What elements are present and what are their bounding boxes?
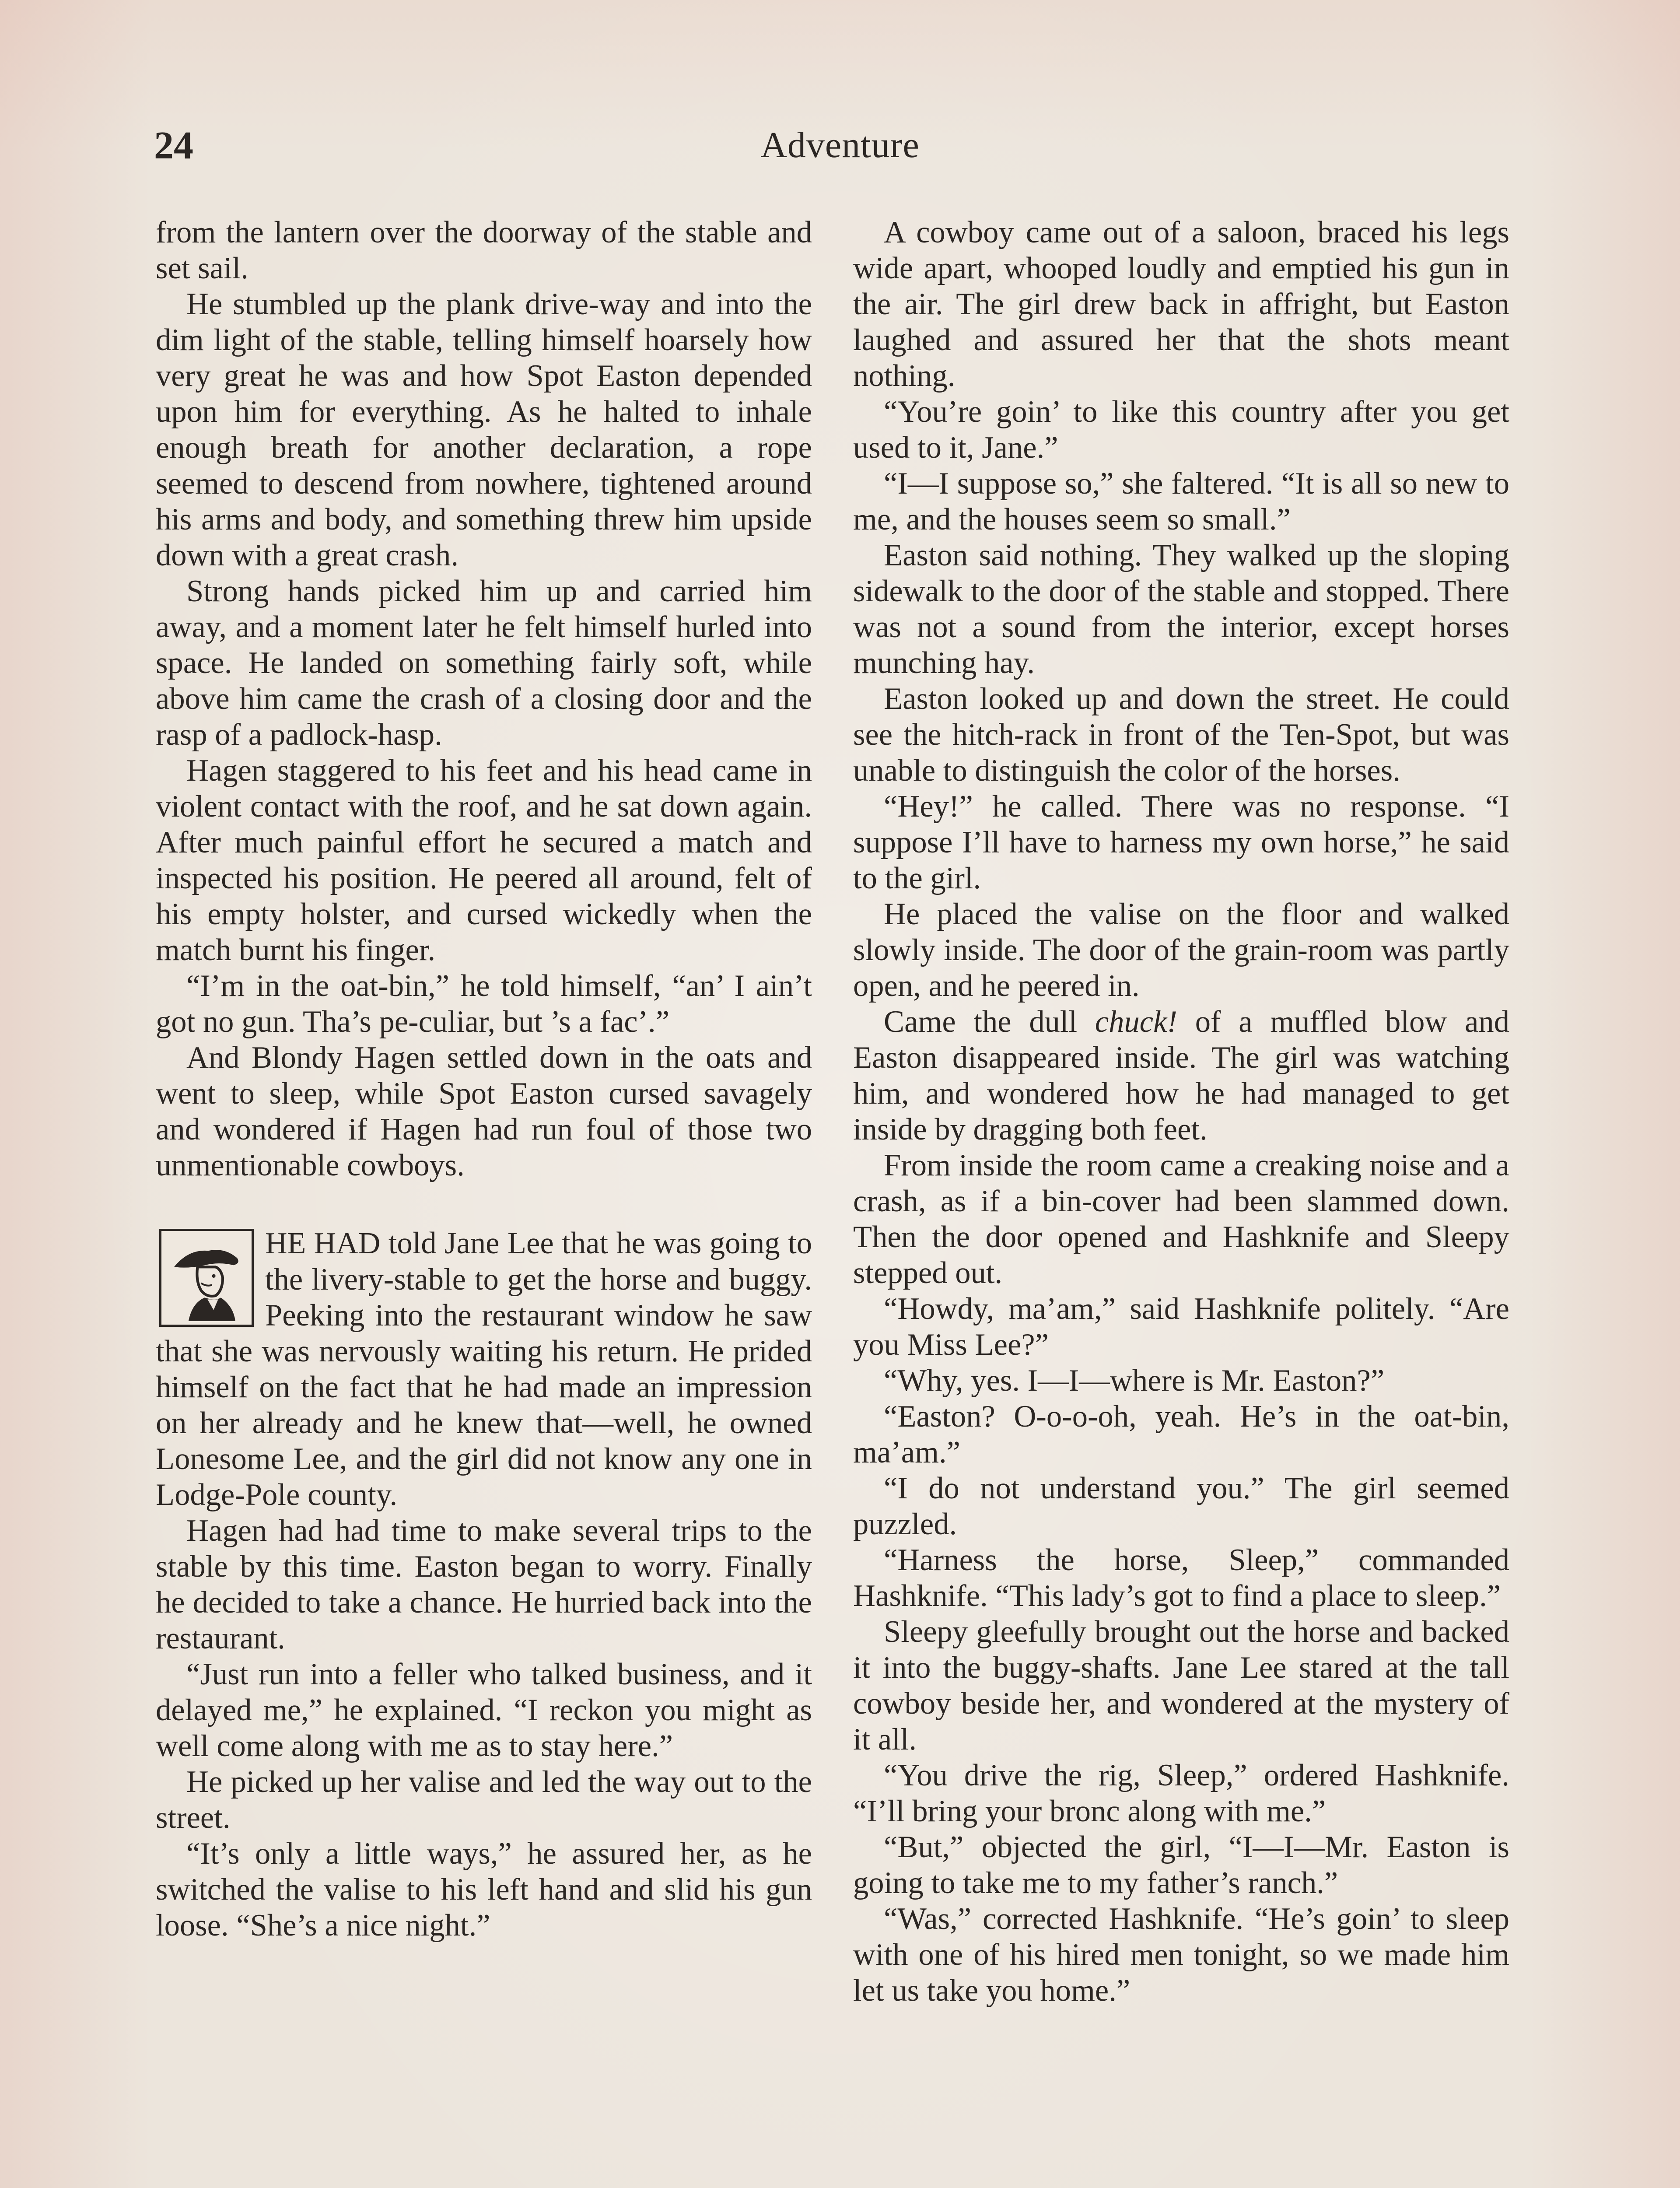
- paragraph: And Blondy Hagen settled down in the oats and went to sleep, while Spot Easton cursed savagely and wondered if Hagen had run foul of those two unmentionable cowboys.: [156, 1041, 812, 1182]
- paragraph: Strong hands picked him up and carried him away, and a moment later he felt himself hurled into space. He landed on something fairly soft, while above him came the crash of a closing door and the rasp of a padlock-hasp.: [156, 574, 812, 752]
- paragraph: He stumbled up the plank drive-way and into the dim light of the stable, telling himself hoarsely how very great he was and how Spot Easton depended upon him for everything. As he halted to inhale enough breath for another declaration, a rope seemed to descend from nowhere, tightened around his arms and body, and something threw him upside down with a great crash.: [156, 287, 812, 572]
- cowboy-portrait-icon: [159, 1229, 254, 1327]
- paragraph: He placed the valise on the floor and walked slowly inside. The door of the grain-room was partly open, and he peered in.: [853, 897, 1509, 1003]
- paragraph: [853, 1004, 1509, 1147]
- paragraph: “Easton? O-o-o-oh, yeah. He’s in the oat-bin, ma’am.”: [853, 1399, 1509, 1469]
- dropcap-body: told Jane Lee that he was going to the livery-stable to get the horse and buggy. Peeking into the restaurant window he saw that she was nervously waiting his return. He prided himself on the fact that he had made an impression on her already and he knew that—well, he owned Lonesome Lee, and the girl did not know any one in Lodge-Pole county.: [156, 1226, 812, 1512]
- chuck-word: chuck!: [1095, 1005, 1177, 1039]
- paragraph: from the lantern over the doorway of the stable and set sail.: [156, 215, 812, 285]
- left-column: [156, 214, 812, 1943]
- dropcap-lead: HE HAD: [265, 1227, 381, 1260]
- paragraph: A cowboy came out of a saloon, braced his legs wide apart, whooped loudly and emptied his gun in the air. The girl drew back in affright, but Easton laughed and assured her that the shots meant nothing.: [853, 215, 1509, 393]
- paragraph: “You’re goin’ to like this country after you get used to it, Jane.”: [853, 395, 1509, 465]
- paragraph: “Harness the horse, Sleep,” commanded Hashknife. “This lady’s got to find a place to sleep.”: [853, 1543, 1509, 1613]
- paragraph: Easton said nothing. They walked up the sloping sidewalk to the door of the stable and stopped. There was not a sound from the interior, except horses munching hay.: [853, 538, 1509, 680]
- paragraph: “Hey!” he called. There was no response. “I suppose I’ll have to harness my own horse,” he said to the girl.: [853, 789, 1509, 895]
- paragraph: “I’m in the oat-bin,” he told himself, “an’ I ain’t got no gun. Tha’s pe-culiar, but ’s a fac’.”: [156, 969, 812, 1039]
- paragraph: “It’s only a little ways,” he assured her, as he switched the valise to his left hand and slid his gun loose. “She’s a nice night.”: [156, 1837, 812, 1943]
- paragraph: He picked up her valise and led the way out to the street.: [156, 1765, 812, 1835]
- paragraph: “You drive the rig, Sleep,” ordered Hashknife. “I’ll bring your bronc along with me.”: [853, 1758, 1509, 1828]
- paragraph: Sleepy gleefully brought out the horse and backed it into the buggy-shafts. Jane Lee stared at the tall cowboy beside her, and wondered at the mystery of it all.: [853, 1615, 1509, 1757]
- paragraph: “I—I suppose so,” she faltered. “It is all so new to me, and the houses seem so small.”: [853, 466, 1509, 536]
- chuck-after: of a muffled blow and Easton disappeared inside. The girl was watching him, and wondered how he had managed to get inside by dragging both feet.: [853, 1005, 1509, 1147]
- section-break: [156, 1183, 812, 1225]
- paragraph: Easton looked up and down the street. He could see the hitch-rack in front of the Ten-Spot, but was unable to distinguish the color of the horses.: [853, 682, 1509, 788]
- page-number: 24: [154, 124, 193, 167]
- paragraph: “But,” objected the girl, “I—I—Mr. Easton is going to take me to my father’s ranch.”: [853, 1830, 1509, 1900]
- chuck-before: Came the dull: [884, 1005, 1078, 1039]
- paragraph: “Just run into a feller who talked business, and it delayed me,” he explained. “I reckon you might as well come along with me as to stay here.”: [156, 1657, 812, 1763]
- paragraph: “Why, yes. I—I—where is Mr. Easton?”: [884, 1364, 1385, 1398]
- right-column: [853, 214, 1509, 2009]
- paragraph: From inside the room came a creaking noise and a crash, as if a bin-cover had been slammed down. Then the door opened and Hashknife and Sleepy stepped out.: [853, 1148, 1509, 1290]
- paragraph: “I do not understand you.” The girl seemed puzzled.: [853, 1471, 1509, 1541]
- paragraph: Hagen staggered to his feet and his head came in violent contact with the roof, and he sat down again. After much painful effort he secured a match and inspected his position. He peered all around, felt of his empty holster, and cursed wickedly when the match burnt his finger.: [156, 754, 812, 967]
- paragraph: “Was,” corrected Hashknife. “He’s goin’ to sleep with one of his hired men tonight, so we made him let us take you home.”: [853, 1902, 1509, 2008]
- paragraph: Hagen had had time to make several trips to the stable by this time. Easton began to worry. Finally he decided to take a chance. He hurried back into the restaurant.: [156, 1514, 812, 1655]
- paragraph: “Howdy, ma’am,” said Hashknife politely. “Are you Miss Lee?”: [853, 1292, 1509, 1362]
- running-head: Adventure: [760, 125, 920, 165]
- dropcap-paragraph: [156, 1225, 812, 1513]
